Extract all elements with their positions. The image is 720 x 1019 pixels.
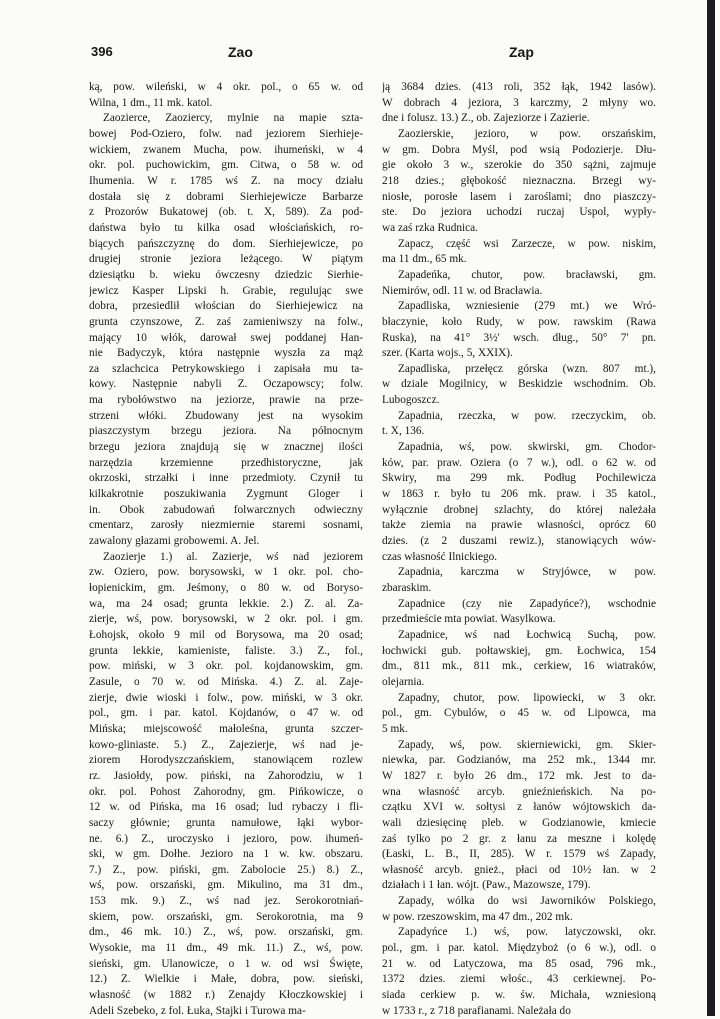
text-line: W 1827 r. było 26 dm., 172 mk. Jest to da-: [382, 769, 656, 782]
text-line: dobra, przesiedlił włościan do Sierhiejewicz na: [89, 300, 363, 313]
text-line: Zapacz, część wsi Zarzecze, w pow. niskim,: [398, 237, 656, 250]
text-line: zw. Oziero, pow. borysowski, w 1 okr. pol. cho-: [89, 566, 363, 579]
text-line: wickiem, zwanem Mucha, pow. ihumeński, w 4: [89, 143, 363, 156]
text-line: Ihumenia. W r. 1785 wś Z. na mocy działu: [89, 174, 363, 187]
text-line: własność (w 1882 r.) Zenajdy Kłoczkowskiej i: [89, 989, 363, 1002]
text-line: zbaraskim.: [382, 582, 432, 594]
text-line: w gm. Dobra Myśl, pod wsią Podozierje. Dłu-: [382, 143, 656, 156]
text-line: bowej Pod-Oziero, folw. nad jeziorem Sierhieje-: [89, 127, 363, 140]
text-line: 153 mk. 9.) Z., wś nad jez. Serokorotniań-: [89, 895, 363, 908]
text-line: także ziemia na prawie własności, oprócz 60: [382, 519, 656, 532]
text-line: ziorem Horodyszczańskiem, stanowiącem rozlew: [89, 754, 363, 767]
left-running-head: Zao: [228, 44, 253, 60]
text-line: niosłe, porosłe lasem i zaroślami; dno piaszczy-: [382, 190, 656, 203]
text-line: wa, ma 24 osad; grunta lekkie. 2.) Z. al. Za-: [89, 597, 363, 610]
text-line: 218 dzies.; głębokość nieznaczna. Brzegi wy-: [382, 174, 656, 187]
text-line: łochwicki gub. połtawskiej, gm. Łochwica, 154: [382, 644, 656, 657]
text-line: narzędzia krzemienne przedhistoryczne, jak: [89, 456, 363, 469]
text-line: okr. pol. Pohost Zahorodny, gm. Pińkowicze, o: [89, 785, 363, 798]
text-line: zawalony głazami grobowemi. A. Jel.: [89, 535, 260, 548]
text-line: wna własność arcyb. gnieźnieńskich. Na po-: [382, 785, 656, 798]
text-line: kowo-gliniaste. 5.) Z., Zajezierje, wś nad je-: [89, 738, 363, 751]
text-line: błaczynie, koło Rudy, w pow. rawskim (Rawa: [382, 315, 656, 328]
text-line: Zapadny, chutor, pow. lipowiecki, w 3 okr.: [398, 691, 656, 704]
text-line: wali dziesięcinę pleb. w Godzianowie, kmiecie: [382, 816, 656, 829]
text-line: niewka, par. Godzianów, ma 252 mk., 1344 mr.: [382, 754, 656, 767]
text-line: 12.) Z. Wielkie i Małe, dobra, pow. sieński,: [89, 973, 363, 986]
text-line: ski, w gm. Dołhe. Jezioro na 1 w. kw. obszaru.: [89, 848, 363, 861]
text-line: łopienickim, gm. Jeśmony, o 80 w. od Boryso-: [89, 582, 363, 594]
text-line: Zapadnice (czy nie Zapadyńce?), wschodnie: [398, 597, 656, 610]
text-line: ją 3684 dzies. (413 roli, 352 łąk, 1942 lasów).: [382, 81, 656, 93]
text-line: 21 w. od Latyczowa, ma 85 osad, 796 mk.,: [382, 957, 656, 970]
text-line: czątku XVI w. sołtysi z łanów wójtowskich da-: [382, 801, 656, 814]
text-line: okr. pol. puchowickim, gm. Citwa, o 58 w. od: [89, 159, 363, 172]
text-line: daństwa było tu kilka osad włościańskich, ro-: [89, 221, 363, 234]
text-line: działach i 1 łan. wójt. (Paw., Mazowsze, 179).: [382, 879, 591, 892]
text-line: Zapadnia, rzeczka, w pow. rzeczyckim, ob.: [398, 409, 656, 422]
text-line: Zapadnia, wś, pow. skwirski, gm. Chodor-: [398, 441, 656, 454]
text-line: Zapady, wś, pow. skierniewicki, gm. Skier-: [398, 738, 656, 751]
text-line: Skwiry, ma 299 mk. Podług Pochilewicza: [382, 472, 656, 485]
text-line: Łohojsk, około 9 mil od Borysowa, ma 20 osad;: [89, 628, 363, 641]
text-line: Zapady, wólka do wsi Jaworników Polskiego,: [398, 895, 656, 908]
text-line: gie około 3 w., szerokie do 350 sążni, zajmuje: [382, 159, 656, 172]
text-line: cmentarz, zarosły niezmiernie staremi sosnami,: [89, 519, 363, 532]
text-line: biących pańszczyznę do dom. Sierhiejewicze, po: [89, 237, 363, 250]
text-line: Zapadnice, wś nad Łochwicą Suchą, pow.: [398, 628, 656, 641]
text-line: siada cerkiew p. w. św. Michała, wzniesioną: [382, 989, 656, 1002]
text-line: mający 10 włók, darował swej poddanej Han-: [89, 331, 363, 344]
text-line: Zapadliska, wzniesienie (279 mt.) we Wró-: [398, 300, 656, 313]
text-line: olejarnia.: [382, 675, 425, 688]
text-line: przedmieście mta powiat. Wasylkowa.: [382, 613, 556, 626]
text-line: własność arcyb. gnież., płaci od 10½ łan. w 2: [382, 863, 656, 876]
text-line: dzies. (z 2 duszami rewiz.), stanowiących wów-: [382, 535, 656, 548]
text-line: brzegu jeziora znajdują się w znacznej ilości: [89, 441, 363, 454]
text-line: Zaozierce, Zaoziercy, mylnie na mapie szta-: [103, 112, 363, 125]
text-line: Zasule, o 70 w. od Mińska. 4.) Z. al. Zaje-: [89, 675, 363, 688]
text-line: w pow. rzeszowskim, ma 47 dm., 202 mk.: [382, 910, 573, 923]
text-line: dziesiątku b. wieku ówczesny dziedzic Sierhie-: [89, 268, 363, 281]
text-line: Lubogoszcz.: [382, 394, 440, 407]
text-line: Wilna, 1 dm., 11 mk. katol.: [89, 96, 213, 109]
text-line: Niemirów, odl. 11 w. od Bracławia.: [382, 284, 543, 297]
text-line: zierje, wś, pow. borysowski, w 2 okr. pol. i gm.: [89, 613, 363, 626]
text-line: t. X, 136.: [382, 425, 425, 438]
text-line: ne. 6.) Z., uroczysko i jezioro, pow. ihumeń-: [89, 832, 363, 845]
text-line: saczy głównie; grunta namułowe, łąki wybor-: [89, 816, 363, 829]
text-line: piaszczystym brzegu jeziora. Na północnym: [89, 425, 363, 438]
text-line: Zapadeńka, chutor, pow. bracławski, gm.: [398, 268, 656, 281]
text-line: dm., 46 mk. 10.) Z., wś, pow. orszański, gm.: [89, 926, 363, 939]
text-line: 7.) Z., pow. piński, gm. Zabolocie 25.) 8.) Z.,: [89, 863, 363, 876]
right-running-head: Zap: [509, 44, 534, 60]
text-line: 1372 dzies. ziemi włośc., 43 cerkiewnej. Po-: [382, 973, 656, 986]
text-line: dostała się z dobrami Sierhiejewicze Barbarze: [89, 190, 363, 203]
text-line: (Łaski, L. B., II, 285). W r. 1579 wś Zapady,: [382, 848, 656, 861]
text-line: za szlachcica Petrykowskiego i zapisała mu ta-: [89, 362, 363, 375]
text-line: Zapadnia, karczma w Stryjówce, w pow.: [398, 566, 656, 579]
text-line: pol., gm. i par. katol. Międzyboż (o 6 w.), odl. o: [382, 942, 656, 955]
text-line: jewicz Kasper Lipski h. Grabie, regulując swe: [89, 284, 363, 297]
left-column: [89, 80, 363, 1019]
text-line: Adeli Szebeko, z fol. Łuka, Stajki i Turowa ma-: [89, 1004, 306, 1017]
text-line: pol., gm. Cybulów, o 45 w. od Lipowca, ma: [382, 707, 656, 720]
right-column: [382, 80, 656, 1019]
text-line: pow. miński, w 3 okr. pol. kojdanowskim, gm.: [89, 660, 363, 673]
text-line: Zapadliska, przełęcz górska (wzn. 807 mt.),: [398, 362, 656, 375]
text-line: w dziale Mogilnicy, w Beskidzie wschodnim. Ob.: [382, 378, 656, 391]
text-line: Ruska), na 41° 3½' wsch. dług., 50° 7' pn.: [382, 331, 656, 344]
text-line: drugiej stronie jeziora leżącego. W piątym: [89, 253, 363, 266]
page-number: 396: [91, 44, 113, 59]
text-line: zaś tylko po 2 gr. z łanu za meszne i kolędę: [382, 832, 656, 845]
text-line: wa zaś rzka Rudnica.: [382, 221, 478, 234]
text-line: Zaozierskie, jezioro, w pow. orszańskim,: [398, 127, 656, 140]
text-line: Zapadyńce 1.) wś, pow. latyczowski, okr.: [398, 926, 656, 939]
text-line: w 1863 r. było tu 206 mk. praw. i 35 katol.,: [382, 488, 656, 501]
text-line: grunta lekkie, kamieniste, faliste. 3.) Z., fol.,: [89, 644, 363, 657]
text-line: skiem, pow. orszański, gm. Serokorotnia, ma 9: [89, 910, 363, 923]
text-line: zierje, dwie wioski i folw., pow. miński, w 3 okr.: [89, 691, 363, 704]
text-line: ste. Do jeziora uchodzi ruczaj Uspol, wypły-: [382, 206, 656, 219]
text-line: Zaozierje 1.) al. Zazierje, wś nad jeziorem: [103, 550, 363, 563]
text-line: Wysokie, ma 11 dm., 49 mk. 11.) Z., wś, pow.: [89, 942, 363, 955]
text-line: kilkakrotnie poszukiwania Zygmunt Gloger i: [89, 488, 363, 501]
text-line: Mińska; miejscowość małoleśna, grunta szczer-: [89, 722, 363, 735]
text-line: in. Obok zabudowań folwarcznych odwieczny: [89, 503, 363, 516]
page-edge-rule: [707, 0, 715, 1016]
text-line: ma 11 dm., 65 mk.: [382, 253, 467, 266]
text-line: ków, par. praw. Oziera (o 7 w.), odl. o 62 w. od: [382, 456, 656, 469]
text-line: pol., gm. i par. katol. Kojdanów, o 47 w. od: [89, 707, 363, 720]
text-line: strzeni włóki. Zbudowany jest na wysokim: [89, 409, 363, 422]
text-line: 5 mk.: [382, 722, 408, 735]
text-line: W dobrach 4 jeziora, 3 karczmy, 2 młyny wo.: [382, 96, 656, 109]
text-line: z Prozorów Bukatowej (ob. t. X, 589). Za pod-: [89, 206, 363, 219]
text-line: w 1733 r., z 718 parafianami. Należała do: [382, 1004, 571, 1017]
text-line: rz. Jasiołdy, pow. piński, na Zahorodziu, w 1: [89, 769, 363, 782]
text-line: ma rybołówstwo na jeziorze, prawie na prze-: [89, 394, 363, 407]
text-line: nie Badyczyk, która następnie wyszła za mąż: [89, 347, 363, 360]
text-line: dne i folusz. 13.) Z., ob. Zajeziorze i Zazierie.: [382, 112, 590, 125]
text-line: wś, pow. orszański, gm. Mikulino, ma 31 dm.,: [89, 879, 363, 892]
text-line: 12 w. od Pińska, ma 16 osad; lud rybaczy i fli-: [89, 801, 363, 814]
text-line: ką, pow. wileński, w 4 okr. pol., o 65 w. od: [89, 81, 363, 93]
text-line: grunta czynszowe, Z. zaś zamieniwszy na folw.,: [89, 315, 363, 328]
text-line: czas własność Ilnickiego.: [382, 550, 498, 563]
page-header: [0, 44, 720, 66]
text-line: szer. (Karta wojs., 5, XXIX).: [382, 347, 513, 360]
text-line: wyłącznie drobnej szlachty, do której należała: [382, 503, 656, 516]
text-line: okrzoski, strzałki i inne przedmioty. Czynił tu: [89, 472, 363, 485]
text-line: sieński, gm. Ulanowicze, o 1 w. od wsi Święte,: [89, 957, 363, 970]
text-line: kowy. Następnie nabyli Z. Oczapowscy; folw.: [89, 378, 363, 391]
text-line: dm., 811 mk., 811 mk., cerkiew, 16 wiatraków,: [382, 660, 656, 673]
